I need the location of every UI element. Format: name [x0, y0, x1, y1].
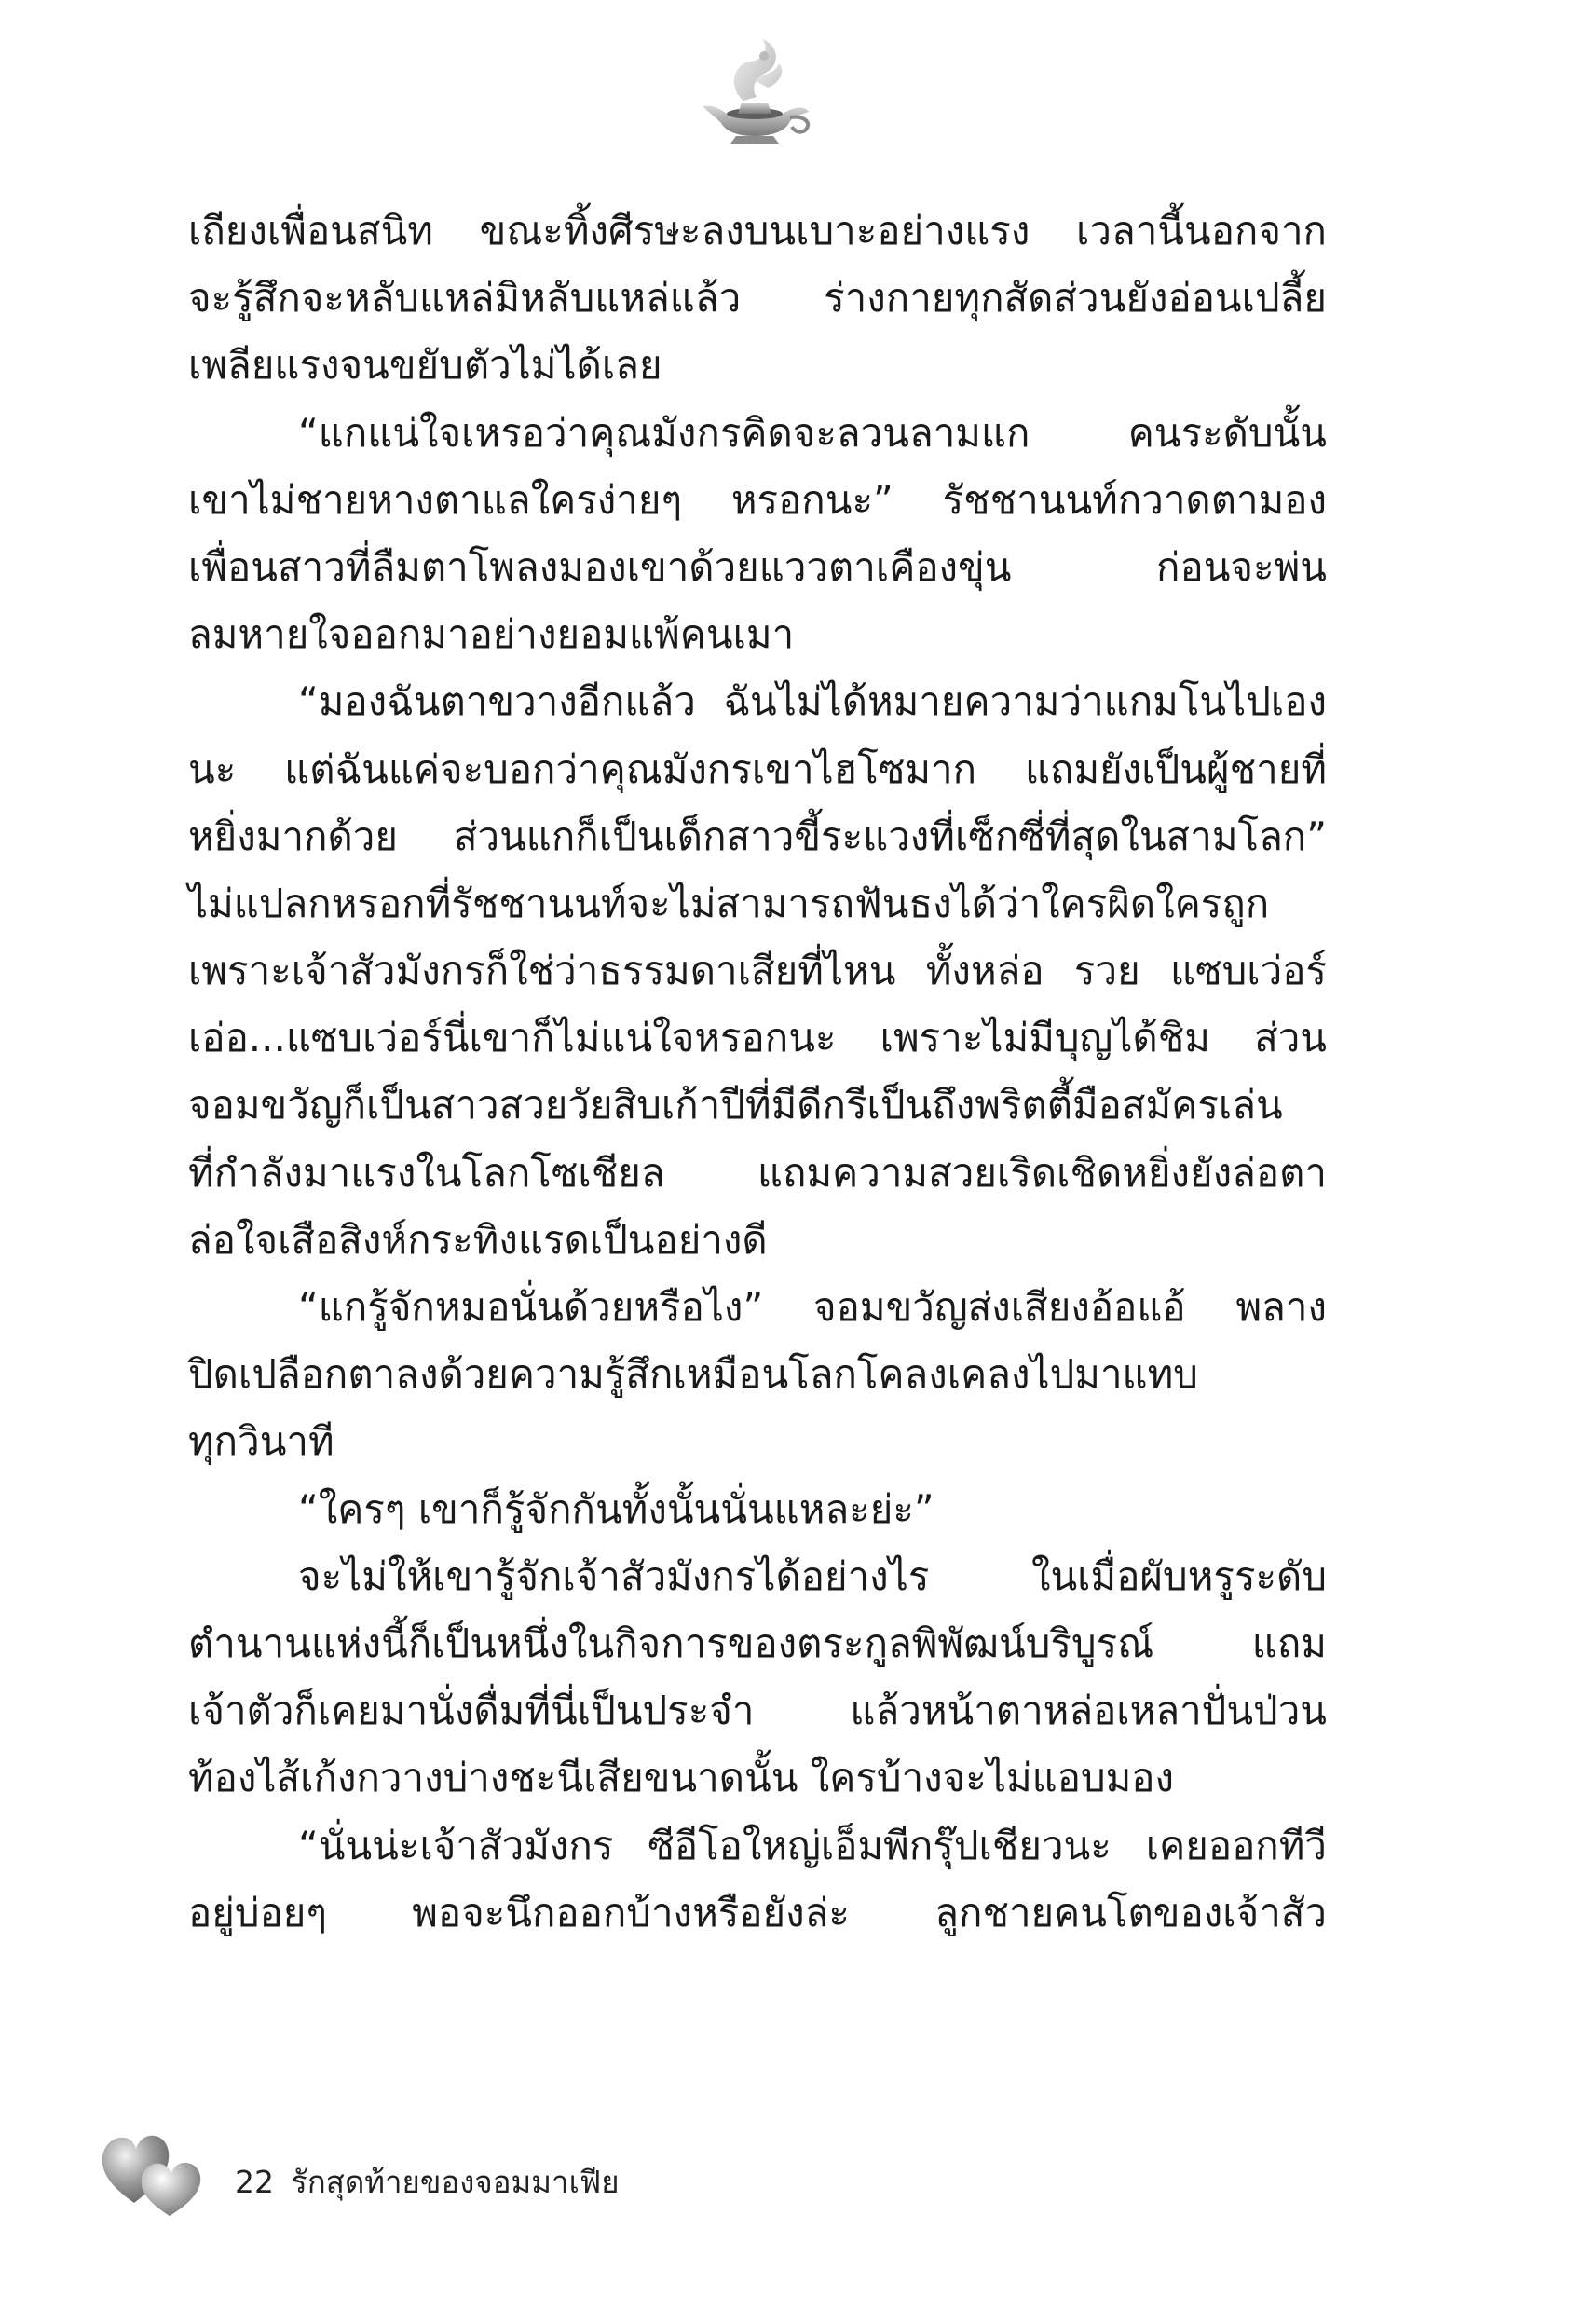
text-line: เขาไม่ชายหางตาแลใครง่ายๆ หรอกนะ” รัชชานนท์กวาดตามอง	[188, 476, 1327, 523]
text-line: ท้องไส้เก้งกวางบ่างชะนีเสียขนาดนั้น ใครบ้างจะไม่แอบมอง	[188, 1755, 1175, 1801]
text-line: เพลียแรงจนขยับตัวไม่ได้เลย	[188, 342, 662, 389]
text-line: “แกรู้จักหมอนั่นด้วยหรือไง” จอมขวัญส่งเสียงอ้อแอ้ พลาง	[298, 1284, 1327, 1330]
text-line: เจ้าตัวก็เคยมานั่งดื่มที่นี่เป็นประจำ แล้วหน้าตาหล่อเหลาปั่นป่วน	[188, 1688, 1327, 1734]
text-line: จะไม่ให้เขารู้จักเจ้าสัวมังกรได้อย่างไร ในเมื่อผับหรูระดับ	[298, 1552, 1327, 1599]
book-title: รักสุดท้ายของจอมมาเฟีย	[291, 2164, 620, 2200]
text-line: ล่อใจเสือสิงห์กระทิงแรดเป็นอย่างดี	[188, 1216, 768, 1263]
text-line: ตำนานแห่งนี้ก็เป็นหนึ่งในกิจการของตระกูลพิพัฒน์บริบูรณ์ แถม	[188, 1620, 1327, 1666]
two-hearts-icon	[99, 2126, 209, 2220]
page-footer	[235, 2164, 620, 2201]
text-line: นะ แต่ฉันแค่จะบอกว่าคุณมังกรเขาไฮโซมาก แถมยังเป็นผู้ชายที่	[188, 745, 1327, 792]
text-line: จะรู้สึกจะหลับแหล่มิหลับแหล่แล้ว ร่างกายทุกสัดส่วนยังอ่อนเปลี้ย	[188, 275, 1327, 321]
text-line: หยิ่งมากด้วย ส่วนแกก็เป็นเด็กสาวขี้ระแวงที่เซ็กซี่ที่สุดในสามโลก”	[188, 813, 1327, 859]
page-number: 22	[235, 2164, 274, 2200]
text-line: “มองฉันตาขวางอีกแล้ว ฉันไม่ได้หมายความว่าแกมโนไปเอง	[298, 678, 1327, 725]
text-line: จอมขวัญก็เป็นสาวสวยวัยสิบเก้าปีที่มีดีกรีเป็นถึงพริตตี้มือสมัครเล่น	[188, 1082, 1283, 1128]
text-line: ลมหายใจออกมาอย่างยอมแพ้คนเมา	[188, 611, 795, 658]
text-line: เถียงเพื่อนสนิท ขณะทิ้งศีรษะลงบนเบาะอย่างแรง เวลานี้นอกจาก	[188, 208, 1327, 253]
text-line: ที่กำลังมาแรงในโลกโซเชียล แถมความสวยเริดเชิดหยิ่งยังล่อตา	[188, 1149, 1327, 1196]
text-line: “นั่นน่ะเจ้าสัวมังกร ซีอีโอใหญ่เอ็มพีกรุ๊ปเชียวนะ เคยออกทีวี	[298, 1822, 1327, 1868]
text-line: ไม่แปลกหรอกที่รัชชานนท์จะไม่สามารถฟันธงได้ว่าใครผิดใครถูก	[188, 880, 1270, 926]
genie-lamp-ornament-icon	[689, 35, 820, 147]
text-line: อยู่บ่อยๆ พอจะนึกออกบ้างหรือยังล่ะ ลูกชายคนโตของเจ้าสัว	[188, 1889, 1327, 1935]
text-line: “แกแน่ใจเหรอว่าคุณมังกรคิดจะลวนลามแก คนระดับนั้น	[298, 409, 1327, 456]
text-line: “ใครๆ เขาก็รู้จักกันทั้งนั้นนั่นแหละย่ะ”	[298, 1485, 934, 1532]
text-line: เพื่อนสาวที่ลืมตาโพลงมองเขาด้วยแววตาเคืองขุ่น ก่อนจะพ่น	[188, 543, 1327, 590]
text-line: เอ่อ...แซบเว่อร์นี่เขาก็ไม่แน่ใจหรอกนะ เพราะไม่มีบุญได้ชิม ส่วน	[188, 1015, 1327, 1061]
text-line: ทุกวินาที	[188, 1418, 334, 1465]
body-text	[188, 198, 1327, 1947]
text-line: ปิดเปลือกตาลงด้วยความรู้สึกเหมือนโลกโคลงเคลงไปมาแทบ	[188, 1351, 1198, 1398]
text-line: เพราะเจ้าสัวมังกรก็ใช่ว่าธรรมดาเสียที่ไหน ทั้งหล่อ รวย แซบเว่อร์	[188, 948, 1327, 994]
